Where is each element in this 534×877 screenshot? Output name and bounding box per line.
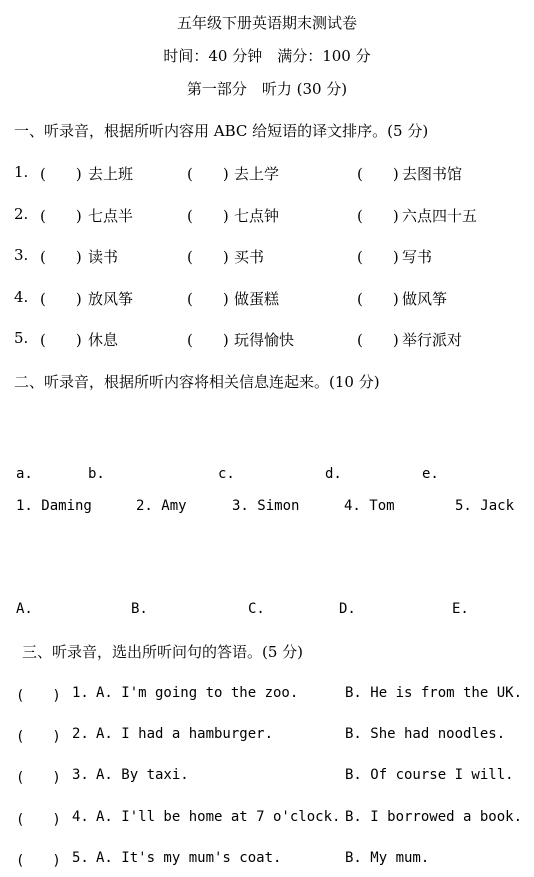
row-number: 2. xyxy=(14,205,29,223)
section3-title: 三、听录音，选出所听问句的答语。(5 分) xyxy=(22,643,304,661)
answer-bracket[interactable]: ( ) xyxy=(357,248,399,266)
answer-bracket[interactable]: ( ) xyxy=(16,770,61,786)
option-b: B. My mum. xyxy=(345,850,430,866)
picture-letter: b. xyxy=(88,466,105,482)
section1-title: 一、听录音，根据所听内容用 ABC 给短语的译文排序。(5 分) xyxy=(14,122,429,140)
phrase-option: 六点四十五 xyxy=(402,207,478,225)
picture-letter: e. xyxy=(422,466,439,482)
phrase-option: 去上学 xyxy=(234,165,280,183)
person-name: 1. Daming xyxy=(16,498,92,514)
answer-bracket[interactable]: ( ) xyxy=(187,331,229,349)
answer-bracket[interactable]: ( ) xyxy=(357,290,399,308)
answer-bracket[interactable]: ( ) xyxy=(357,207,399,225)
answer-bracket[interactable]: ( ) xyxy=(357,165,399,183)
phrase-option: 做风筝 xyxy=(402,290,448,308)
person-name: 5. Jack xyxy=(455,498,515,514)
phrase-option: 写书 xyxy=(402,248,433,266)
row-number: 5. xyxy=(14,329,29,347)
option-b: B. He is from the UK. xyxy=(345,685,523,701)
answer-bracket[interactable]: ( ) xyxy=(40,165,82,183)
phrase-option: 做蛋糕 xyxy=(234,290,280,308)
option-a: A. I'm going to the zoo. xyxy=(96,685,299,701)
question-number: 2. xyxy=(72,726,89,742)
phrase-option: 七点半 xyxy=(88,207,134,225)
answer-bracket[interactable]: ( ) xyxy=(16,688,61,704)
exam-title: 五年级下册英语期末测试卷 xyxy=(176,14,357,32)
time-and-score: 时间：40 分钟 满分：100 分 xyxy=(163,47,371,65)
phrase-option: 去上班 xyxy=(88,165,134,183)
row-number: 3. xyxy=(14,246,29,264)
answer-bracket[interactable]: ( ) xyxy=(16,853,61,869)
match-letter: A. xyxy=(16,601,33,617)
phrase-option: 读书 xyxy=(88,248,119,266)
answer-bracket[interactable]: ( ) xyxy=(16,729,61,745)
option-b: B. I borrowed a book. xyxy=(345,809,523,825)
section2-title: 二、听录音，根据所听内容将相关信息连起来。(10 分) xyxy=(14,373,380,391)
person-name: 2. Amy xyxy=(136,498,187,514)
question-number: 3. xyxy=(72,767,89,783)
phrase-option: 去图书馆 xyxy=(402,165,463,183)
part-heading: 第一部分 听力 (30 分) xyxy=(186,80,348,98)
answer-bracket[interactable]: ( ) xyxy=(40,331,82,349)
option-a: A. I'll be home at 7 o'clock. xyxy=(96,809,341,825)
row-number: 1. xyxy=(14,163,29,181)
option-b: B. She had noodles. xyxy=(345,726,506,742)
question-number: 1. xyxy=(72,685,89,701)
answer-bracket[interactable]: ( ) xyxy=(40,248,82,266)
match-letter: D. xyxy=(339,601,356,617)
phrase-option: 玩得愉快 xyxy=(234,331,295,349)
answer-bracket[interactable]: ( ) xyxy=(187,248,229,266)
phrase-option: 买书 xyxy=(234,248,265,266)
option-a: A. It's my mum's coat. xyxy=(96,850,282,866)
picture-letter: a. xyxy=(16,466,33,482)
option-b: B. Of course I will. xyxy=(345,767,514,783)
answer-bracket[interactable]: ( ) xyxy=(40,290,82,308)
picture-letter: c. xyxy=(218,466,235,482)
option-a: A. By taxi. xyxy=(96,767,189,783)
phrase-option: 休息 xyxy=(88,331,119,349)
row-number: 4. xyxy=(14,288,29,306)
option-a: A. I had a hamburger. xyxy=(96,726,274,742)
question-number: 4. xyxy=(72,809,89,825)
phrase-option: 举行派对 xyxy=(402,331,463,349)
answer-bracket[interactable]: ( ) xyxy=(40,207,82,225)
answer-bracket[interactable]: ( ) xyxy=(16,812,61,828)
person-name: 4. Tom xyxy=(344,498,395,514)
answer-bracket[interactable]: ( ) xyxy=(357,331,399,349)
answer-bracket[interactable]: ( ) xyxy=(187,207,229,225)
phrase-option: 七点钟 xyxy=(234,207,280,225)
answer-bracket[interactable]: ( ) xyxy=(187,290,229,308)
phrase-option: 放风筝 xyxy=(88,290,134,308)
answer-bracket[interactable]: ( ) xyxy=(187,165,229,183)
picture-letter: d. xyxy=(325,466,342,482)
match-letter: E. xyxy=(452,601,469,617)
match-letter: B. xyxy=(131,601,148,617)
question-number: 5. xyxy=(72,850,89,866)
match-letter: C. xyxy=(248,601,265,617)
person-name: 3. Simon xyxy=(232,498,300,514)
